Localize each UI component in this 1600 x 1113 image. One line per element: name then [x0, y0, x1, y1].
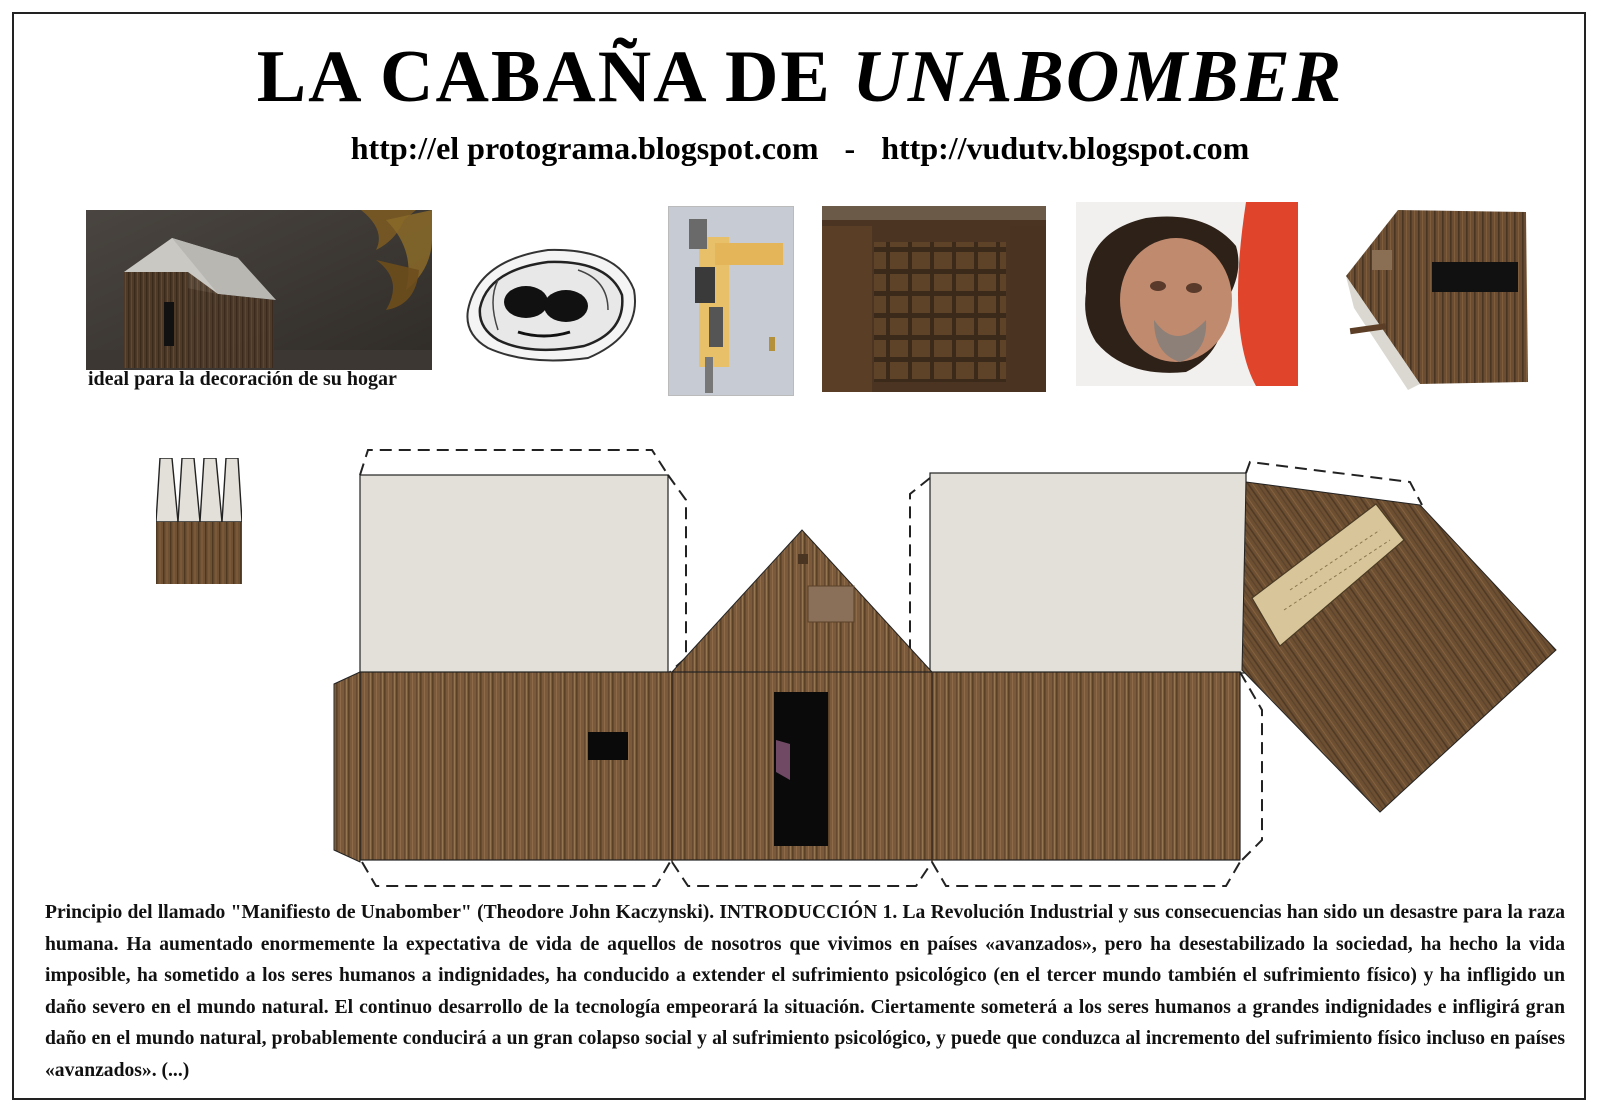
photo-caption: ideal para la decoración de su hogar [88, 368, 397, 390]
title-part-1: LA CABAÑA DE [256, 36, 853, 118]
roof-panel-left [360, 475, 668, 673]
manifesto-excerpt: Principio del llamado "Manifiesto de Unabomber" (Theodore John Kaczynski). INTRODUCCIÓN 1. La Revolución Industrial y sus consecuencias han sido un desastre para la raza humana. Ha aumentado enormemente la expectativa de vida de aquellos de nosotros que vivimos en países «avanzados», pero ha desestabilizado la sociedad, ha hecho la vida imposible, ha sometido a los seres humanos a indignidades, ha conducido a extender el sufrimiento psicológico (en el tercer mundo también el sufrimiento físico) y ha infligido un daño severo en el mundo natural. El continuo desarrollo de la tecnología empeorará la situación. Ciertamente someterá a los seres humanos a grandes indignidades e infligirá gran daño en el mundo natural, probablemente conducirá a un gran colapso social y al sufrimiento psicológico, y puede que conduzca al incremento del sufrimiento físico incluso en países «avanzados». (...) [45, 902, 1565, 1081]
floor-panel [1242, 482, 1556, 812]
glue-tab-bottom-2 [672, 862, 932, 886]
glue-tab-right-panel-side [910, 478, 930, 672]
title-part-2: UNABOMBER [852, 36, 1344, 118]
wall-left-tab [334, 672, 360, 862]
url-separator: - [844, 130, 856, 166]
url-right-link[interactable]: http://vudutv.blogspot.com [881, 130, 1250, 166]
cabin-window [588, 732, 628, 760]
glue-tab-bottom-1 [362, 862, 670, 886]
url-left-link[interactable]: http://el protograma.blogspot.com [350, 130, 819, 166]
front-gable-wall [672, 530, 932, 672]
glue-tab-right-wall [1240, 672, 1262, 860]
gable-vent [808, 586, 854, 622]
roof-panel-right [930, 473, 1246, 673]
glue-tab-bottom-3 [932, 862, 1240, 886]
glue-tab-top-left [360, 450, 668, 475]
glue-tab-left-side [668, 475, 686, 672]
